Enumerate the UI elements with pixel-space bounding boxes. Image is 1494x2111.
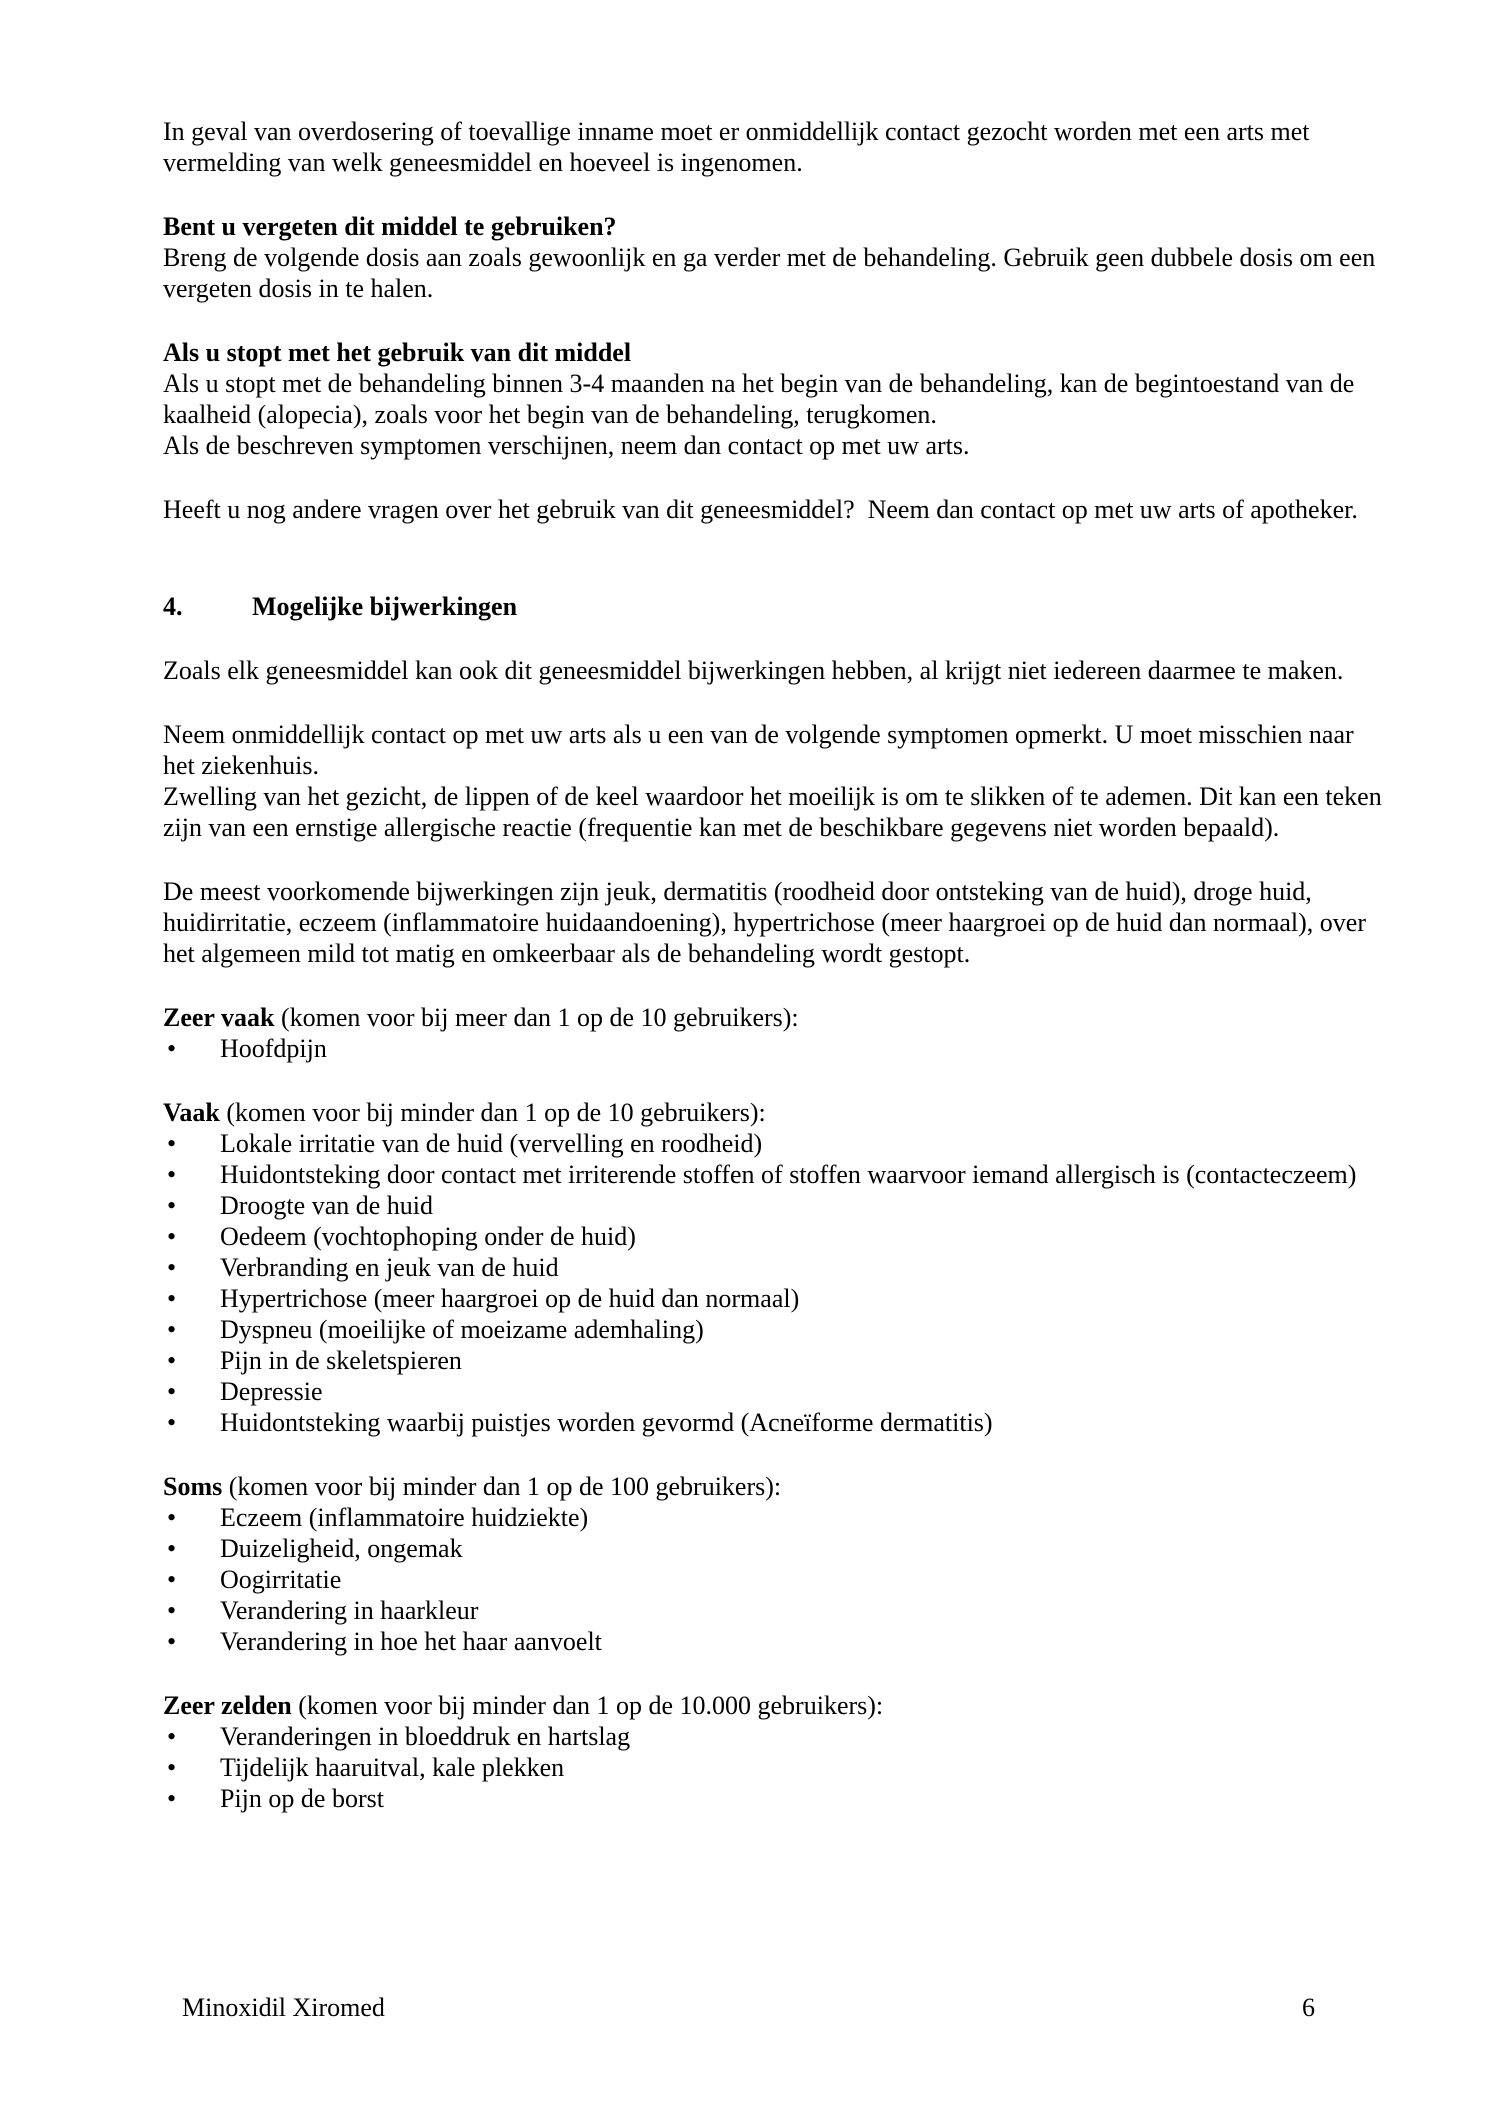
frequency-heading xyxy=(163,1002,1383,1033)
bullet-list xyxy=(163,1502,1383,1657)
frequency-description: (komen voor bij minder dan 1 op de 10 gebruikers): xyxy=(219,1098,766,1127)
paragraph: Zwelling van het gezicht, de lippen of de keel waardoor het moeilijk is om te slikken of te ademen. Dit kan een teken zijn van een ernstige allergische reactie (frequentie kan met de beschikbare gegevens niet worden bepaald). xyxy=(163,782,1389,842)
list-item: • Huidontsteking door contact met irriterende stoffen of stoffen waarvoor iemand allergisch is (contacteczeem) xyxy=(163,1159,1383,1190)
section-heading: Als u stopt met het gebruik van dit middel xyxy=(163,338,632,367)
numbered-section-heading xyxy=(163,591,1383,622)
list-item: • Veranderingen in bloeddruk en hartslag xyxy=(163,1721,1383,1752)
list-item: • Hoofdpijn xyxy=(163,1033,1383,1064)
frequency-term: Zeer zelden xyxy=(163,1691,292,1720)
list-item: • Verbranding en jeuk van de huid xyxy=(163,1252,1383,1283)
section-heading: Bent u vergeten dit middel te gebruiken? xyxy=(163,212,617,241)
frequency-term: Vaak xyxy=(163,1098,220,1127)
list-item: • Hypertrichose (meer haargroei op de huid dan normaal) xyxy=(163,1283,1383,1314)
paragraph: Als de beschreven symptomen verschijnen, neem dan contact op met uw arts. xyxy=(163,431,970,460)
list-item: • Droogte van de huid xyxy=(163,1190,1383,1221)
footer-document-title: Minoxidil Xiromed xyxy=(182,1993,385,2022)
frequency-term: Soms xyxy=(163,1472,223,1501)
paragraph: In geval van overdosering of toevallige inname moet er onmiddellijk contact gezocht worden met een arts met vermelding van welk geneesmiddel en hoeveel is ingenomen. xyxy=(163,117,1316,177)
list-item: • Oogirritatie xyxy=(163,1564,1383,1595)
page-footer xyxy=(182,1992,1494,2023)
list-item: • Dyspneu (moeilijke of moeizame ademhaling) xyxy=(163,1314,1383,1345)
list-item: • Depressie xyxy=(163,1376,1383,1407)
section-title: Mogelijke bijwerkingen xyxy=(252,592,518,621)
paragraph: Heeft u nog andere vragen over het gebruik van dit geneesmiddel? Neem dan contact op met uw arts of apotheker. xyxy=(163,495,1358,524)
footer-page-number: 6 xyxy=(1302,1993,1315,2022)
paragraph: De meest voorkomende bijwerkingen zijn jeuk, dermatitis (roodheid door ontsteking van de huid), droge huid, huidirritatie, eczeem (inflammatoire huidaandoening), hypertrichose (meer haargroei op de huid dan normaal), over het algemeen mild tot matig en omkeerbaar als de behandeling wordt gestopt. xyxy=(163,877,1373,968)
bullet-list xyxy=(163,1128,1383,1438)
frequency-term: Zeer vaak xyxy=(163,1003,275,1032)
list-item: • Verandering in haarkleur xyxy=(163,1595,1383,1626)
frequency-heading xyxy=(163,1097,1383,1128)
paragraph: Als u stopt met de behandeling binnen 3-4 maanden na het begin van de behandeling, kan de begintoestand van de kaalheid (alopecia), zoals voor het begin van de behandeling, terugkomen. xyxy=(163,369,1361,429)
frequency-description: (komen voor bij meer dan 1 op de 10 gebruikers): xyxy=(274,1003,799,1032)
list-item: • Eczeem (inflammatoire huidziekte) xyxy=(163,1502,1383,1533)
frequency-heading xyxy=(163,1690,1383,1721)
list-item: • Lokale irritatie van de huid (vervelling en roodheid) xyxy=(163,1128,1383,1159)
list-item: • Pijn in de skeletspieren xyxy=(163,1345,1383,1376)
frequency-description: (komen voor bij minder dan 1 op de 100 gebruikers): xyxy=(222,1472,782,1501)
paragraph: Zoals elk geneesmiddel kan ook dit geneesmiddel bijwerkingen hebben, al krijgt niet iedereen daarmee te maken. xyxy=(163,656,1344,685)
frequency-description: (komen voor bij minder dan 1 op de 10.000 gebruikers): xyxy=(291,1691,884,1720)
list-item: • Duizeligheid, ongemak xyxy=(163,1533,1383,1564)
bullet-list xyxy=(163,1721,1383,1814)
list-item: • Huidontsteking waarbij puistjes worden gevormd (Acneïforme dermatitis) xyxy=(163,1407,1383,1438)
bullet-list xyxy=(163,1033,1383,1064)
list-item: • Verandering in hoe het haar aanvoelt xyxy=(163,1626,1383,1657)
paragraph: Neem onmiddellijk contact op met uw arts als u een van de volgende symptomen opmerkt. U moet misschien naar het ziekenhuis. xyxy=(163,720,1361,780)
document-body xyxy=(163,116,1389,1814)
list-item: • Oedeem (vochtophoping onder de huid) xyxy=(163,1221,1383,1252)
frequency-heading xyxy=(163,1471,1383,1502)
section-number: 4. xyxy=(163,592,183,621)
list-item: • Tijdelijk haaruitval, kale plekken xyxy=(163,1752,1383,1783)
list-item: • Pijn op de borst xyxy=(163,1783,1383,1814)
paragraph: Breng de volgende dosis aan zoals gewoonlijk en ga verder met de behandeling. Gebruik geen dubbele dosis om een vergeten dosis in te halen. xyxy=(163,243,1382,303)
